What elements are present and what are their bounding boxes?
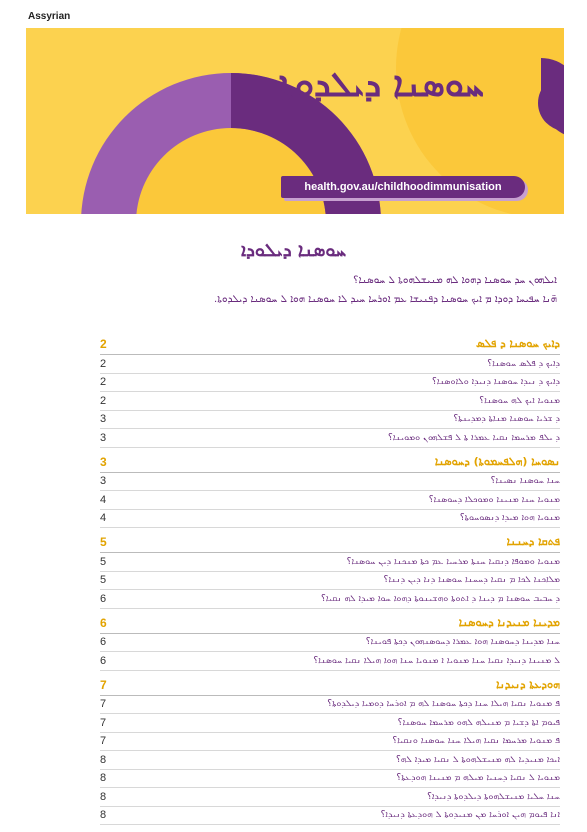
toc-page-number: 2 <box>100 394 107 407</box>
toc-section-heading[interactable] <box>100 613 560 634</box>
toc-page-number: 6 <box>100 592 107 605</box>
toc-item[interactable] <box>100 788 560 807</box>
toc-entry-text: ܚܢܐ ܚܘܣܢܐ ܢܣܝܢܐ؟ <box>490 476 560 487</box>
toc-item[interactable] <box>100 634 560 653</box>
table-of-contents <box>100 334 560 825</box>
toc-entry-text: ܕ ܝܠܦ ܡܪܚܡܐ ܢܩܝܐ ܥܡܪܐ ܬܐ ܠ ܦܫܠܗܘܢ ܘܡܘܝܢܐ؟ <box>388 432 560 443</box>
toc-entry-text: ܕܐܝܟ ܚܘܣܢܐ ܕ ܦܠܣ <box>475 337 560 350</box>
toc-page-number: 4 <box>100 512 107 525</box>
toc-entry-text: ܕܐܝܟ ܕ ܢܝܕܐ ܚܘܣܢܐ ܕܢܝܕܐ ܘܠܐܘܣܢܐ؟ <box>431 377 560 388</box>
toc-item[interactable] <box>100 411 560 430</box>
toc-page-number: 6 <box>100 636 107 649</box>
toc-page-number: 6 <box>100 615 107 630</box>
toc-entry-text: ܚܢܐ ܚܠܝܐ ܡܢܝܫܠܗܘܬܐ ܕܝܠܕܘܬܐ ܕܢܝܕܐ؟ <box>427 791 560 802</box>
toc-item[interactable] <box>100 355 560 374</box>
toc-page-number: 3 <box>100 475 107 488</box>
toc-entry-text: ܚܢܐ ܡܕܝܢܐ ܕܚܘܣܢܐ ܗܘܐ ܥܡܪܐ ܕܚܘܣܢܗܘܢ ܕܟܬܐ ܦܘܝܢܐ؟ <box>365 637 560 648</box>
toc-item[interactable] <box>100 392 560 411</box>
toc-page-number: 3 <box>100 431 107 444</box>
toc-page-number: 3 <box>100 413 107 426</box>
toc-entry-text: ܡܢܘܝܐ ܠ ܢܩܝܐ ܕܚܢܝܐ ܡܝܠܗ ܡ ܡܢܝܢܐ ܗܘܕܥܬܐ؟ <box>396 773 560 784</box>
toc-section-heading[interactable] <box>100 675 560 696</box>
intro-line-1: ܐܝܠܗܘܢ ܚܕ ܚܘܣܢܐ ܕܗܘܐ ܠܗ ܡܢܝܫܠܗܘܬܐ ܠ ܚܘܣܢܐ؟ <box>353 275 557 286</box>
toc-page-number: 3 <box>100 454 107 469</box>
toc-section-heading[interactable] <box>100 334 560 355</box>
toc-entry-text: ܡܢܘܝܐ ܐܝܟ ܠܗ ܚܘܣܢܐ؟ <box>479 395 560 406</box>
intro-line-2: ܗ̈ܢܐ ܚܦܝܚܐ ܕܘܕܐ ܡ ܐܝܟ ܚܘܣܢܐ ܕܦܢܝܫܐ ܥܡ ܐܘܪܚܐ ܚܝܕ ܠܐ ܚܘܣܢܐ ܗܘܐ ܠ ܚܘܣܢܐ ܕܝܠܕܘܬܐ. <box>214 294 557 305</box>
language-label: Assyrian <box>28 11 71 22</box>
toc-page-number: 7 <box>100 735 107 748</box>
toc-item[interactable] <box>100 429 560 448</box>
toc-item[interactable] <box>100 374 560 393</box>
toc-entry-text: ܡܢܘܝܐ ܘܡܘܦܐ ܕܢܩܝܐ ܚܢܬܐ ܡܪܚܝܐ ܥܡ ܟܬܐ ܡܢܟܢܐ ܕܝܢ ܚܘܣܢܐ؟ <box>346 556 560 567</box>
page-title: ܚܘܣܢܐ ܕܝܠܘܕܐ <box>240 240 347 261</box>
toc-page-number: 7 <box>100 716 107 729</box>
toc-entry-text: ܦܝܘܡ ܐܬܐ ܕܫܝܐ ܡ ܡܢܝܠܗ ܠܗܘ ܡܪܚܡܐ ܚܘܣܢܐ؟ <box>397 717 560 728</box>
toc-entry-text: ܗܘܕܥܬܐ ܕܢܝܕܢܐ <box>496 677 560 691</box>
toc-item[interactable] <box>100 770 560 789</box>
toc-entry-text: ܐܝܟܐ ܡܢܝܕܝܐ ܠܗ ܡܢܝܫܠܗܘܬܐ ܠ ܢܩܝܐ ܡܝܕܐ ܠܗ؟ <box>395 754 560 765</box>
toc-item[interactable] <box>100 553 560 572</box>
toc-entry-text: ܦ ܡܢܘܝܐ ܡܪܚܡܐ ܢܩܝܐ ܗܝܠܐ ܚܢܐ ܚܘܣܢܐ ܘܢܩܝܐ؟ <box>392 736 560 747</box>
toc-item[interactable] <box>100 572 560 591</box>
toc-entry-text: ܡܕܝܢܐ ܡܢܝܕܢܐ ܕܚܘܣܢܐ <box>458 615 560 629</box>
toc-page-number: 8 <box>100 772 107 785</box>
toc-page-number: 8 <box>100 809 107 822</box>
toc-page-number: 5 <box>100 535 107 549</box>
toc-page-number: 5 <box>100 555 107 568</box>
toc-page-number: 7 <box>100 677 107 692</box>
toc-section-heading[interactable] <box>100 452 560 473</box>
toc-item[interactable] <box>100 807 560 826</box>
banner-title: ܚܘܣܢܐ ܕܝܠܕܘܬܐ <box>278 65 484 105</box>
toc-item[interactable] <box>100 491 560 510</box>
toc-page-number: 2 <box>100 376 107 389</box>
toc-item[interactable] <box>100 714 560 733</box>
toc-page-number: 2 <box>100 357 107 370</box>
url-link[interactable]: health.gov.au/childhoodimmunisation <box>281 176 525 198</box>
toc-item[interactable] <box>100 510 560 529</box>
toc-section-heading[interactable] <box>100 532 560 553</box>
toc-page-number: 4 <box>100 493 107 506</box>
toc-entry-text: ܕ ܚܒܝܒ ܚܘܣܢܐ ܡ ܕܝܢܐ ܕ ܐܬܘܬܐ ܘܗܫܝܢܘܬܐ ܕܗܘܐ ܚܘܐ ܡܝܕܐ ܠܗ ܢܩܝܐ؟ <box>321 593 560 604</box>
toc-entry-text: ܕ ܫܪܝܐ ܚܘܣܢܐ ܡܢܐܬܐ ܕܡܕܝܢܬܐ؟ <box>453 414 560 425</box>
toc-item[interactable] <box>100 733 560 752</box>
toc-entry-text: ܢܣܘܚܐ (ܗܠܦܚܡܘܬܐ) ܕܚܘܣܢܐ <box>434 454 560 468</box>
toc-entry-text: ܦ ܡܢܘܝܐ ܢܩܝܐ ܗܝܠܐ ܚܢܐ ܕܟܬܐ ܚܘܣܢܐ ܠܗ ܡ ܐܘܪܚܐ ܕܘܡܝܐ ܕܝܠܕܘܬܐ؟ <box>327 699 560 710</box>
toc-entry-text: ܡܢܘܝܐ ܗܘܐ ܡܝܕܐ ܕܢܣܘܚܘܬܐ؟ <box>459 513 560 524</box>
toc-item[interactable] <box>100 473 560 492</box>
toc-page-number: 5 <box>100 574 107 587</box>
toc-entry-text: ܡܢܘܝܐ ܚܢܐ ܡܢܝܢܐ ܘܡܘܟܠܐ ܕܚܘܣܢܐ؟ <box>428 494 560 505</box>
toc-item[interactable] <box>100 590 560 609</box>
toc-page-number: 8 <box>100 753 107 766</box>
toc-item[interactable] <box>100 751 560 770</box>
toc-page-number: 2 <box>100 337 107 351</box>
toc-page-number: 8 <box>100 790 107 803</box>
toc-page-number: 7 <box>100 698 107 711</box>
toc-entry-text: ܡܠܐܟܢܐ ܠܟܐ ܡ ܢܩܝܐ ܕܚܚܢܐ ܚܘܣܢܐ ܕܢܐ ܕܝܢ ܕܢܢܐ؟ <box>383 575 560 586</box>
toc-entry-text: ܐܢܐ ܦܝܘܡ ܗܝܢ ܐܘܪܚܐ ܡܢ ܡܢܝܕܘܬܐ ܠ ܗܘܕܥܬܐ ܕܢܝܕܐ؟ <box>380 810 560 821</box>
toc-entry-text: ܕܐܝܟ ܕ ܦܠܣ ܚܘܣܢܐ؟ <box>487 358 560 369</box>
toc-page-number: 6 <box>100 654 107 667</box>
toc-item[interactable] <box>100 696 560 715</box>
toc-item[interactable] <box>100 652 560 671</box>
toc-entry-text: ܠ ܡܢܝܢܐ ܕܢܝܕܐ ܢܩܝܐ ܚܢܐ ܡܢܘܝܐ ܐ ܡܢܘܝܐ ܚܢܐ ܗܘܐ ܗܝܠܐ ܢܩܝܐ ܚܘܣܢܐ؟ <box>313 655 560 666</box>
toc-entry-text: ܦܬܩܐ ܕܚܢܢܐ <box>506 535 560 548</box>
